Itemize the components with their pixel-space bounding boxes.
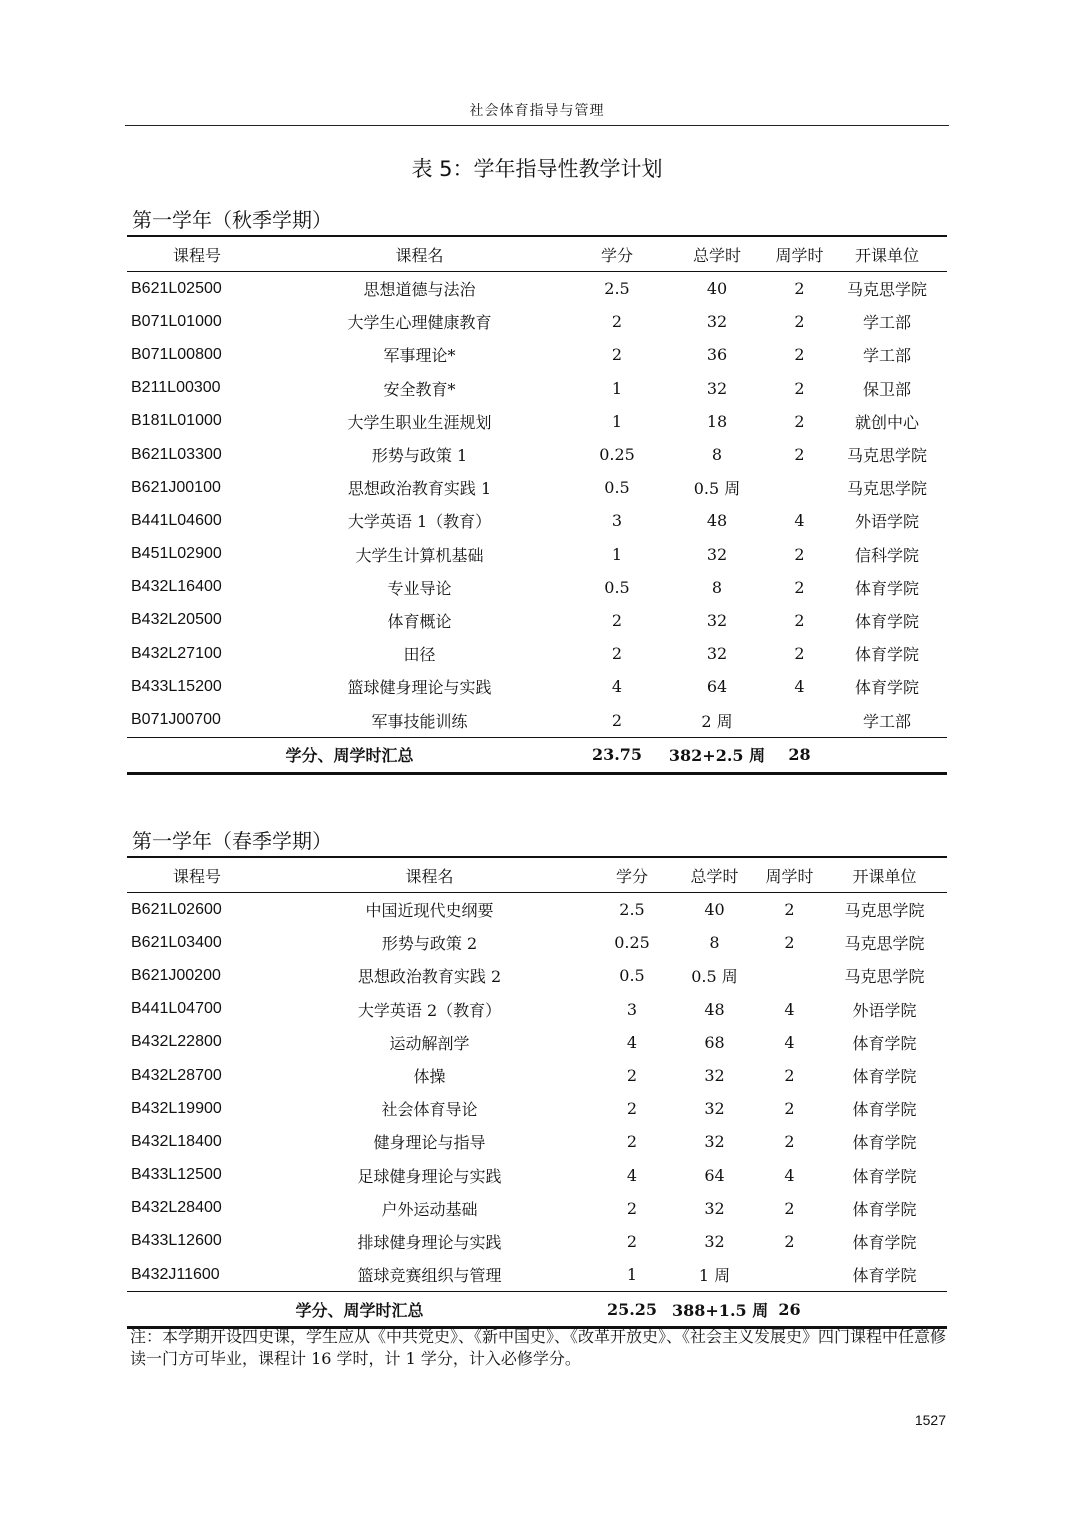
weekly-hours	[772, 471, 827, 504]
course-code: B621L03300	[131, 445, 222, 463]
table-row	[127, 338, 947, 371]
total-hours: 32	[704, 1099, 725, 1119]
weekly-hours: 2	[784, 933, 795, 953]
header-rule	[125, 125, 949, 126]
credits: 3	[611, 511, 623, 531]
total-hours: 32	[706, 312, 728, 332]
course-name: 足球健身理论与实践	[357, 1166, 502, 1186]
col-header-total-hours: 总学时	[692, 245, 741, 265]
total-hours: 18	[706, 411, 728, 431]
total-hours: 32	[706, 378, 728, 398]
total-hours: 32	[706, 644, 728, 664]
offering-unit: 外语学院	[854, 512, 919, 532]
table-row	[127, 1159, 947, 1192]
weekly-hours: 2	[794, 445, 805, 465]
running-head: 社会体育指导与管理	[469, 103, 605, 119]
offering-unit: 学工部	[862, 313, 911, 333]
course-code: B621L02600	[131, 900, 222, 918]
course-name: 运动解剖学	[389, 1033, 470, 1053]
table-header-row	[127, 236, 947, 272]
weekly-hours	[772, 703, 827, 737]
table-row	[127, 1225, 947, 1258]
col-header-name: 课程名	[405, 866, 454, 886]
table-row	[127, 1092, 947, 1125]
total-hours: 8	[711, 445, 723, 465]
course-name: 军事理论*	[383, 346, 456, 366]
weekly-hours: 2	[794, 577, 805, 597]
course-name: 大学生职业生涯规划	[347, 412, 492, 432]
total-hours: 0.5 周	[693, 479, 741, 499]
offering-unit: 就创中心	[854, 412, 919, 432]
course-code: B211L00300	[131, 379, 221, 397]
credits: 1	[611, 378, 623, 398]
table-row	[127, 893, 947, 927]
offering-unit: 体育学院	[852, 1232, 917, 1252]
credits: 2	[611, 312, 623, 332]
total-hours: 32	[706, 544, 728, 564]
credits: 2	[611, 610, 623, 630]
weekly-hours: 2	[784, 900, 795, 920]
semester-heading-spring: 第一学年（春季学期）	[132, 829, 332, 853]
total-hours: 36	[706, 345, 728, 365]
offering-unit: 学工部	[862, 346, 911, 366]
credits: 4	[611, 677, 623, 697]
col-header-weekly-hours: 周学时	[765, 866, 814, 886]
table-row	[127, 471, 947, 504]
course-code: B621J00100	[131, 478, 221, 496]
course-code: B432L16400	[131, 578, 222, 596]
col-header-credits: 学分	[600, 245, 633, 265]
total-weekly-hours: 28	[788, 745, 811, 765]
offering-unit: 保卫部	[862, 379, 911, 399]
course-name: 大学英语 1（教育）	[347, 512, 492, 532]
total-hours: 2 周	[701, 711, 733, 731]
weekly-hours: 2	[794, 544, 805, 564]
offering-unit: 体育学院	[852, 1033, 917, 1053]
course-table-autumn	[127, 235, 947, 775]
total-hours: 32	[706, 610, 728, 630]
course-name: 大学生心理健康教育	[347, 313, 492, 333]
weekly-hours: 2	[794, 279, 805, 299]
table-row	[127, 1125, 947, 1158]
table-row	[127, 959, 947, 992]
total-hours: 40	[706, 279, 728, 299]
table-header-row	[127, 857, 947, 893]
offering-unit: 马克思学院	[846, 280, 927, 300]
weekly-hours	[757, 1258, 822, 1292]
credits: 3	[626, 999, 638, 1019]
credits: 0.5	[619, 966, 645, 986]
table-row	[127, 670, 947, 703]
credits: 1	[626, 1265, 638, 1285]
total-unit-empty	[827, 737, 947, 773]
course-code: B433L15200	[131, 677, 222, 695]
table-row	[127, 1026, 947, 1059]
offering-unit: 体育学院	[854, 611, 919, 631]
credits: 0.5	[604, 478, 630, 498]
offering-unit: 马克思学院	[844, 901, 925, 921]
document-title: 表 5：学年指导性教学计划	[411, 157, 663, 181]
course-code: B071J00700	[131, 711, 221, 729]
total-unit-empty	[822, 1292, 947, 1328]
credits: 2	[626, 1231, 638, 1251]
table-row	[127, 1192, 947, 1225]
total-hours: 48	[706, 511, 728, 531]
total-label: 学分、周学时汇总	[285, 746, 414, 766]
credits: 4	[626, 1032, 638, 1052]
offering-unit: 外语学院	[852, 1000, 917, 1020]
course-name: 思想道德与法治	[363, 280, 476, 300]
course-code: B432L28700	[131, 1066, 222, 1084]
col-header-unit: 开课单位	[854, 245, 919, 265]
credits: 4	[626, 1165, 638, 1185]
table-row	[127, 703, 947, 737]
table-row	[127, 272, 947, 306]
course-code: B432L20500	[131, 611, 222, 629]
course-code: B071L00800	[131, 345, 222, 363]
total-weekly-hours: 26	[778, 1299, 801, 1319]
table-row	[127, 405, 947, 438]
credits: 1	[611, 544, 623, 564]
total-hours-sum: 388+1.5 周	[672, 1300, 769, 1320]
offering-unit: 信科学院	[854, 545, 919, 565]
course-code: B432L19900	[131, 1099, 222, 1117]
course-name: 大学生计算机基础	[355, 545, 484, 565]
course-code: B432L28400	[131, 1199, 222, 1217]
total-hours: 0.5 周	[691, 967, 738, 987]
total-hours: 40	[704, 900, 725, 920]
offering-unit: 学工部	[862, 711, 911, 731]
offering-unit: 体育学院	[852, 1067, 917, 1087]
credits: 2	[626, 1066, 638, 1086]
course-name: 安全教育*	[383, 379, 456, 399]
course-code: B621L03400	[131, 933, 222, 951]
col-header-code: 课程号	[172, 245, 221, 265]
offering-unit: 体育学院	[854, 645, 919, 665]
course-name: 健身理论与指导	[373, 1133, 486, 1153]
weekly-hours: 2	[794, 378, 805, 398]
total-row	[127, 1292, 947, 1328]
weekly-hours: 2	[794, 610, 805, 630]
table-row	[127, 604, 947, 637]
weekly-hours: 4	[794, 511, 805, 531]
offering-unit: 体育学院	[852, 1133, 917, 1153]
course-table-spring	[127, 856, 947, 1329]
footnote: 注：本学期开设四史课，学生应从《中共党史》、《新中国史》、《改革开放史》、《社会主义发展史》四门课程中任意修读一门方可毕业，课程计 16 学时，计 1 学分，计入必修学分。	[130, 1327, 947, 1368]
total-hours: 32	[704, 1198, 725, 1218]
credits: 0.5	[604, 577, 630, 597]
credits: 0.25	[614, 933, 650, 953]
course-code: B433L12500	[131, 1166, 222, 1184]
credits: 2	[611, 345, 623, 365]
weekly-hours: 2	[784, 1198, 795, 1218]
table-row	[127, 637, 947, 670]
col-header-code: 课程号	[172, 866, 221, 886]
credits: 2	[626, 1198, 638, 1218]
course-code: B621J00200	[131, 966, 221, 984]
total-hours-sum: 382+2.5 周	[668, 746, 766, 766]
total-hours: 64	[704, 1165, 725, 1185]
course-name: 社会体育导论	[381, 1100, 478, 1120]
course-name: 思想政治教育实践 2	[357, 967, 502, 987]
credits: 2	[626, 1099, 638, 1119]
course-name: 中国近现代史纲要	[365, 901, 494, 921]
course-code: B432J11600	[131, 1265, 220, 1283]
table-row	[127, 372, 947, 405]
course-name: 形势与政策 2	[381, 934, 478, 954]
table-row	[127, 305, 947, 338]
course-code: B432L18400	[131, 1132, 222, 1150]
col-header-total-hours: 总学时	[690, 866, 739, 886]
course-code: B433L12600	[131, 1232, 222, 1250]
page-number: 1527	[914, 1412, 946, 1428]
course-code: B181L01000	[131, 412, 222, 430]
table-row	[127, 926, 947, 959]
course-code: B432L22800	[131, 1033, 222, 1051]
total-hours: 32	[704, 1066, 725, 1086]
course-name: 田径	[403, 645, 436, 665]
offering-unit: 马克思学院	[846, 479, 927, 499]
course-code: B071L01000	[131, 312, 222, 330]
course-code: B451L02900	[131, 545, 222, 563]
weekly-hours: 4	[784, 999, 795, 1019]
offering-unit: 体育学院	[852, 1266, 917, 1286]
offering-unit: 体育学院	[852, 1100, 917, 1120]
col-header-unit: 开课单位	[852, 866, 917, 886]
course-name: 体育概论	[387, 611, 452, 631]
total-hours: 64	[706, 677, 728, 697]
credits: 2	[626, 1132, 638, 1152]
course-name: 篮球竞赛组织与管理	[357, 1266, 502, 1286]
course-code: B441L04700	[131, 1000, 222, 1018]
credits: 2	[611, 644, 623, 664]
total-hours: 32	[704, 1132, 725, 1152]
credits: 1	[611, 411, 623, 431]
weekly-hours: 4	[784, 1165, 795, 1185]
credits: 2.5	[604, 279, 630, 299]
total-credits: 25.25	[606, 1299, 658, 1319]
credits: 2.5	[619, 900, 645, 920]
weekly-hours: 2	[784, 1099, 795, 1119]
course-name: 大学英语 2（教育）	[357, 1000, 502, 1020]
table-row	[127, 1059, 947, 1092]
table-row	[127, 993, 947, 1026]
col-header-credits: 学分	[615, 866, 648, 886]
table-row	[127, 1258, 947, 1292]
table-row	[127, 538, 947, 571]
table-row	[127, 504, 947, 537]
course-code: B441L04600	[131, 511, 222, 529]
total-hours: 8	[711, 577, 723, 597]
course-name: 专业导论	[387, 578, 452, 598]
course-name: 篮球健身理论与实践	[347, 678, 492, 698]
credits: 2	[611, 710, 623, 730]
offering-unit: 体育学院	[854, 678, 919, 698]
total-hours: 48	[704, 999, 725, 1019]
offering-unit: 体育学院	[852, 1166, 917, 1186]
course-code: B432L27100	[131, 644, 222, 662]
course-name: 军事技能训练	[371, 711, 468, 731]
total-hours: 1 周	[698, 1266, 731, 1286]
weekly-hours	[757, 959, 822, 992]
offering-unit: 体育学院	[852, 1199, 917, 1219]
table-row	[127, 438, 947, 471]
weekly-hours: 2	[784, 1132, 795, 1152]
weekly-hours: 4	[784, 1032, 795, 1052]
table-row	[127, 571, 947, 604]
total-hours: 8	[709, 933, 720, 953]
weekly-hours: 2	[784, 1231, 795, 1251]
total-credits: 23.75	[591, 745, 643, 765]
offering-unit: 体育学院	[854, 578, 919, 598]
semester-heading-autumn: 第一学年（秋季学期）	[132, 208, 332, 232]
weekly-hours: 2	[794, 411, 805, 431]
weekly-hours: 2	[784, 1066, 795, 1086]
course-name: 排球健身理论与实践	[357, 1232, 502, 1252]
total-hours: 32	[704, 1231, 725, 1251]
offering-unit: 马克思学院	[844, 934, 925, 954]
course-code: B621L02500	[131, 279, 222, 297]
total-hours: 68	[704, 1032, 725, 1052]
offering-unit: 马克思学院	[846, 446, 927, 466]
course-name: 思想政治教育实践 1	[347, 479, 492, 499]
course-name: 户外运动基础	[381, 1199, 478, 1219]
offering-unit: 马克思学院	[844, 967, 925, 987]
weekly-hours: 2	[794, 644, 805, 664]
col-header-name: 课程名	[395, 245, 444, 265]
course-name: 体操	[413, 1067, 446, 1087]
weekly-hours: 2	[794, 345, 805, 365]
weekly-hours: 4	[794, 677, 805, 697]
credits: 0.25	[599, 445, 635, 465]
weekly-hours: 2	[794, 312, 805, 332]
total-row	[127, 737, 947, 773]
course-name: 形势与政策 1	[371, 446, 468, 466]
col-header-weekly-hours: 周学时	[775, 245, 824, 265]
total-label: 学分、周学时汇总	[295, 1300, 424, 1320]
